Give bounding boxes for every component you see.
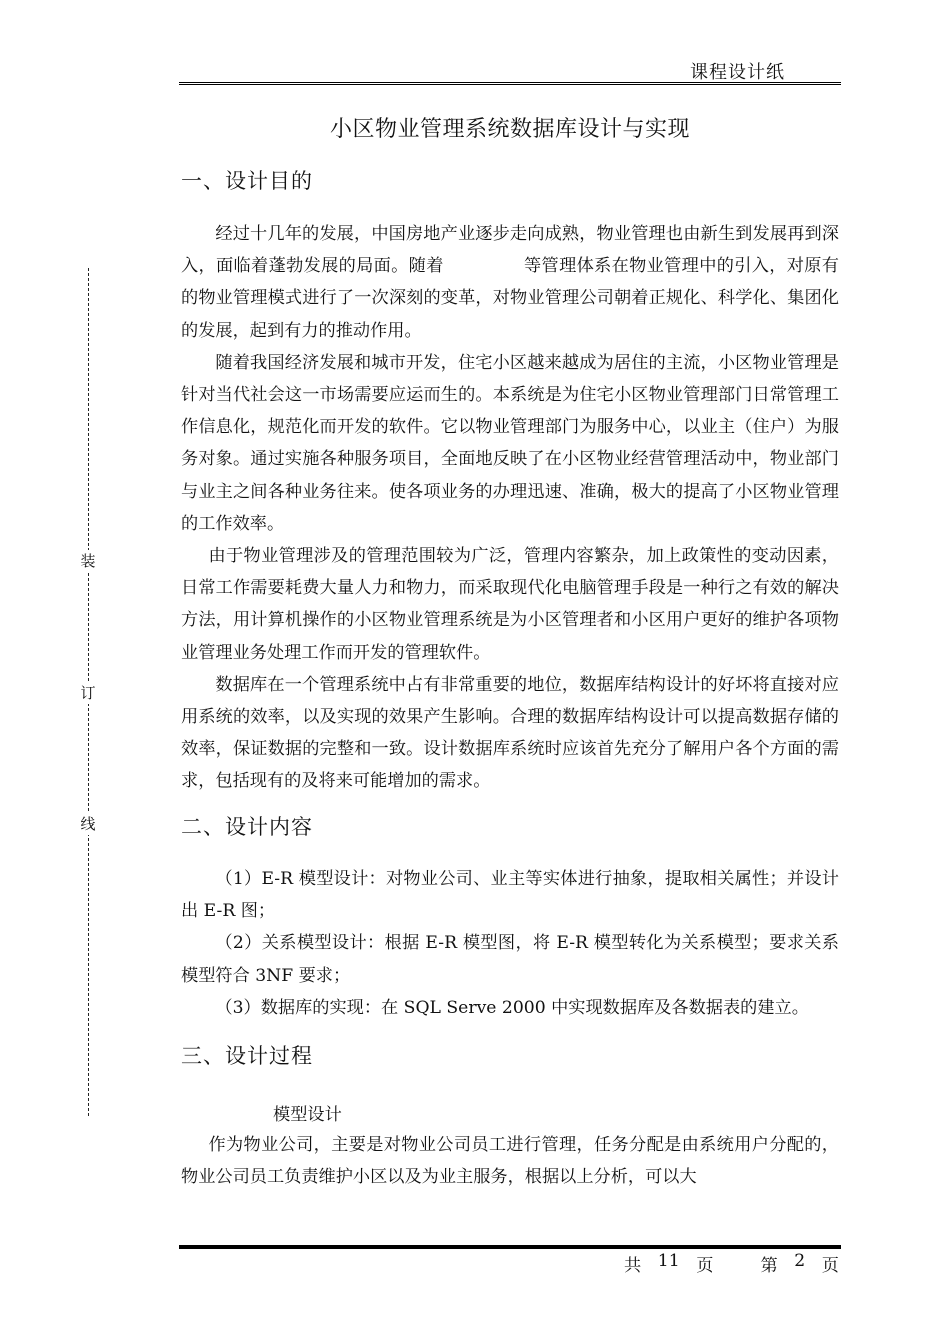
section-heading-content: 二、设计内容 xyxy=(181,815,313,839)
current-page: 2 xyxy=(794,1251,806,1271)
footer-spacer xyxy=(730,1251,744,1276)
process-paragraph-1: 作为物业公司，主要是对物业公司员工进行管理，任务分配是由系统用户分配的，物业公司员工负责维护小区以及为业主服务，根据以上分析，可以大 xyxy=(181,1135,839,1188)
content-body xyxy=(181,863,839,1024)
binding-char-zhuang: 装 xyxy=(78,550,98,572)
current-prefix: 第 xyxy=(760,1256,778,1276)
process-body xyxy=(181,1129,839,1193)
footer-rule xyxy=(179,1245,841,1249)
current-suffix: 页 xyxy=(821,1256,839,1276)
total-prefix: 共 xyxy=(624,1256,642,1276)
purpose-paragraph-1-part-a: 经过十几年的发展，中国房地产业逐步走向成熟，物业管理也由新生到发展再到深入，面临着蓬勃发展的局面。随着 xyxy=(181,224,839,277)
purpose-body xyxy=(181,218,839,798)
section-heading-process: 三、设计过程 xyxy=(181,1044,313,1068)
purpose-paragraph-3: 由于物业管理涉及的管理范围较为广泛，管理内容繁杂，加上政策性的变动因素，日常工作需要耗费大量人力和物力，而采取现代化电脑管理手段是一种行之有效的解决方法，用计算机操作的小区物业管理系统是为小区管理者和小区用户更好的维护各项物业管理业务处理工作而开发的管理软件。 xyxy=(181,546,839,663)
purpose-paragraph-1 xyxy=(181,218,839,347)
content-item-1: （1）E-R 模型设计：对物业公司、业主等实体进行抽象，提取相关属性；并设计出 E-R 图； xyxy=(181,869,839,922)
document-title: 小区物业管理系统数据库设计与实现 xyxy=(329,117,690,142)
total-suffix: 页 xyxy=(696,1256,714,1276)
page-counter xyxy=(624,1251,839,1276)
purpose-paragraph-2: 随着我国经济发展和城市开发，住宅小区越来越成为居住的主流，小区物业管理是针对当代社会这一市场需要应运而生的。本系统是为住宅小区物业管理部门日常管理工作信息化，规范化而开发的软件。它以物业管理部门为服务中心，以业主（住户）为服务对象。通过实施各种服务项目，全面地反映了在小区物业经营管理活动中，物业部门与业主之间各种业务往来。使各项业务的办理迅速、准确，极大的提高了小区物业管理的工作效率。 xyxy=(181,352,839,534)
purpose-paragraph-4: 数据库在一个管理系统中占有非常重要的地位，数据库结构设计的好坏将直接对应用系统的效率，以及实现的效果产生影响。合理的数据库结构设计可以提高数据存储的效率，保证数据的完整和一致。设计数据库系统时应该首先充分了解用户各个方面的需求，包括现有的及将来可能增加的需求。 xyxy=(181,674,839,792)
subheading-model-design: 模型设计 xyxy=(273,1105,342,1125)
binding-char-xian: 线 xyxy=(78,813,98,835)
content-item-2: （2）关系模型设计：根据 E-R 模型图，将 E-R 模型转化为关系模型；要求关系模型符合 3NF 要求； xyxy=(181,933,839,986)
header-label: 课程设计纸 xyxy=(690,62,785,83)
section-heading-purpose: 一、设计目的 xyxy=(181,169,313,193)
binding-char-ding: 订 xyxy=(78,682,98,704)
content-item-3: （3）数据库的实现：在 SQL Serve 2000 中实现数据库及各数据表的建立。 xyxy=(215,997,809,1018)
purpose-paragraph-1-part-b: 等管理体系在物业管理中的引入，对原有的物业管理模式进行了一次深刻的变革，对物业管理公司朝着正规化、科学化、集团化的发展，起到有力的推动作用。 xyxy=(181,256,839,341)
total-pages: 11 xyxy=(657,1251,680,1271)
header-rule xyxy=(179,82,841,85)
